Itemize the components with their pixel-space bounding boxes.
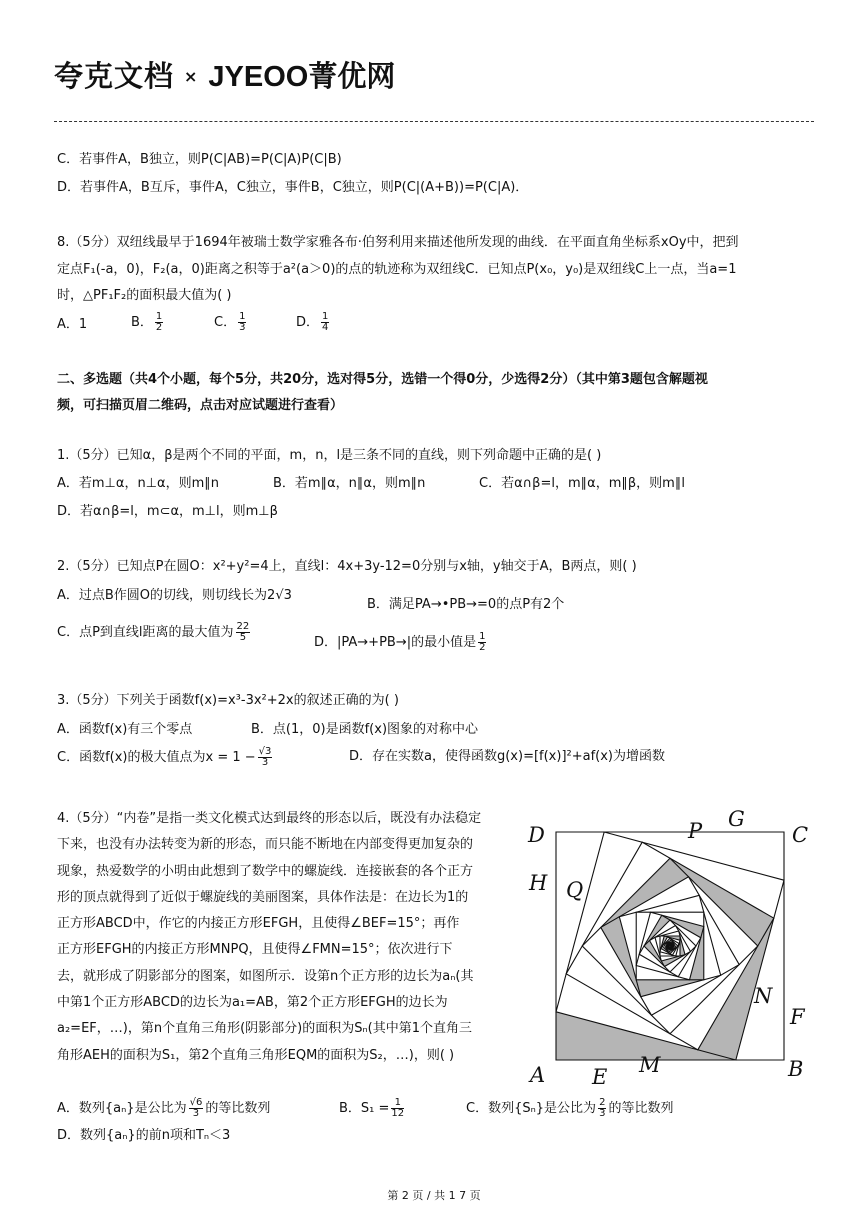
label-H: H <box>529 871 548 895</box>
m1-option-a: A．若m⊥α，n⊥α，则m∥n <box>57 476 219 491</box>
q8-option-a: A．1 <box>57 317 88 332</box>
m3-option-d: D．存在实数a，使得函数g(x)=[f(x)]²+af(x)为增函数 <box>349 749 665 764</box>
q7-option-d: D．若事件A，B互斥，事件A，C独立，事件B，C独立，则P(C|(A+B))=P(C|A)． <box>57 180 529 195</box>
q8-option-c: C． $\frac{1}{3}$ <box>214 311 246 333</box>
m4-stem-line: 4.（5分）“内卷”是指一类文化模式达到最终的形态以后，既没有办法稳定 <box>57 811 482 826</box>
brand-right: JYEOO菁优网 <box>208 61 396 93</box>
page-number: 第 2 页 / 共 1 7 页 <box>387 1189 481 1202</box>
label-G: G <box>728 807 745 831</box>
m4-stem-line: 去，就形成了阴影部分的图案，如图所示．设第n个正方形的边长为aₙ(其 <box>57 968 474 984</box>
q8-stem-line3: 时，△PF₁F₂的面积最大值为( ) <box>57 288 232 303</box>
brand-separator: × <box>184 67 199 86</box>
label-B: B <box>788 1057 804 1081</box>
m1-option-d: D．若α∩β=l，m⊂α，m⊥l，则m⊥β <box>57 504 278 519</box>
brand-left: 夸克文档 <box>54 59 175 93</box>
label-A: A <box>530 1063 546 1087</box>
m4-stem-line: 中第1个正方形ABCD的边长为a₁=AB，第2个正方形EFGH的边长为 <box>57 995 448 1011</box>
m2-option-b: B．满足PA→•PB→=0的点P有2个 <box>367 597 565 612</box>
q7-option-c: C．若事件A，B独立，则P(C|AB)=P(C|A)P(C|B) <box>57 152 342 167</box>
m4-stem-line: 形的顶点就得到了近似于螺旋线的美丽图案，具体作法是：在边长为1的 <box>57 889 469 905</box>
m4-stem-line: 现象，热爱数学的小明由此想到了数学中的螺旋线．连接嵌套的各个正方 <box>57 863 474 879</box>
m4-stem-line: 正方形EFGH的内接正方形MNPQ，且使得∠FMN=15°；依次进行下 <box>57 942 453 958</box>
m4-option-a: A．数列{aₙ}是公比为 $\frac{√6}{3}$ 的等比数列 <box>57 1097 271 1119</box>
header-divider <box>54 121 814 122</box>
spiral-squares-figure <box>526 800 812 1090</box>
m3-stem: 3.（5分）下列关于函数f(x)=x³-3x²+2x的叙述正确的为( ) <box>57 693 399 708</box>
m4-stem <box>57 806 522 1069</box>
m4-option-b: B．S₁ = $\frac{1}{12}$ <box>339 1097 405 1119</box>
m4-stem-line: 下来，也没有办法转变为新的形态，而只能不断地在内部变得更加复杂的 <box>57 837 474 853</box>
q8-stem-line2: 定点F₁(-a，0)，F₂(a，0)距离之积等于a²(a＞0)的点的轨迹称为双纽线C．已知点P(x₀，y₀)是双纽线C上一点，当a=1 <box>57 262 737 277</box>
shaded-triangle <box>670 858 774 946</box>
label-N: N <box>754 984 773 1008</box>
m1-option-c: C．若α∩β=l，m∥α，m∥β，则m∥l <box>479 476 685 491</box>
m4-stem-line: a₂=EF，…)，第n个直角三角形(阴影部分)的面积为Sₙ(其中第1个直角三 <box>57 1021 472 1037</box>
m2-option-c: C．点P到直线l距离的最大值为 $\frac{22}{5}$ <box>57 621 250 643</box>
q8-option-d: D． $\frac{1}{4}$ <box>296 311 329 333</box>
q8-stem-line1: 8.（5分）双纽线最早于1694年被瑞士数学家雅各布·伯努利用来描述他所发现的曲线．在平面直角坐标系xOy中，把到 <box>57 235 739 250</box>
label-Q: Q <box>566 878 584 902</box>
m4-stem-line: 角形AEH的面积为S₁，第2个直角三角形EQM的面积为S₂，…)，则( ) <box>57 1047 455 1063</box>
label-M: M <box>639 1053 661 1077</box>
label-C: C <box>792 823 809 847</box>
m1-option-b: B．若m∥α，n∥α，则m∥n <box>273 476 426 491</box>
m2-option-d: D．|PA→+PB→|的最小值是 $\frac{1}{2}$ <box>314 631 486 653</box>
label-F: F <box>790 1005 805 1029</box>
m3-option-c: C．函数f(x)的极大值点为x = 1 − $\frac{√3}{3}$ <box>57 746 272 768</box>
m1-stem: 1.（5分）已知α，β是两个不同的平面，m，n，l是三条不同的直线，则下列命题中正确的是( ) <box>57 448 602 463</box>
shaded-triangle <box>601 858 689 927</box>
m4-option-d: D．数列{aₙ}的前n项和Tₙ＜3 <box>57 1128 231 1143</box>
nested-square <box>669 945 671 947</box>
brand-logo <box>54 54 395 95</box>
section-heading-line1: 二、多选题（共4个小题，每个5分，共20分，选对得5分，选错一个得0分，少选得2分）（其中第3题包含解题视 <box>57 372 708 387</box>
section-heading-line2: 频，可扫描页眉二维码，点击对应试题进行查看） <box>57 398 344 413</box>
m2-option-a: A．过点B作圆O的切线，则切线长为2√3 <box>57 588 292 603</box>
label-E: E <box>592 1065 608 1089</box>
label-P: P <box>688 819 703 843</box>
m4-stem-line: 正方形ABCD中，作它的内接正方形EFGH，且使得∠BEF=15°；再作 <box>57 916 460 932</box>
m3-option-b: B．点(1，0)是函数f(x)图象的对称中心 <box>251 722 479 737</box>
m3-option-a: A．函数f(x)有三个零点 <box>57 722 193 737</box>
label-D: D <box>528 823 545 847</box>
m2-stem: 2.（5分）已知点P在圆O：x²+y²=4上，直线l：4x+3y-12=0分别与x轴，y轴交于A，B两点，则( ) <box>57 559 637 574</box>
q8-option-b: B． $\frac{1}{2}$ <box>131 311 163 333</box>
m4-option-c: C．数列{Sₙ}是公比为 $\frac{2}{3}$ 的等比数列 <box>466 1097 674 1119</box>
